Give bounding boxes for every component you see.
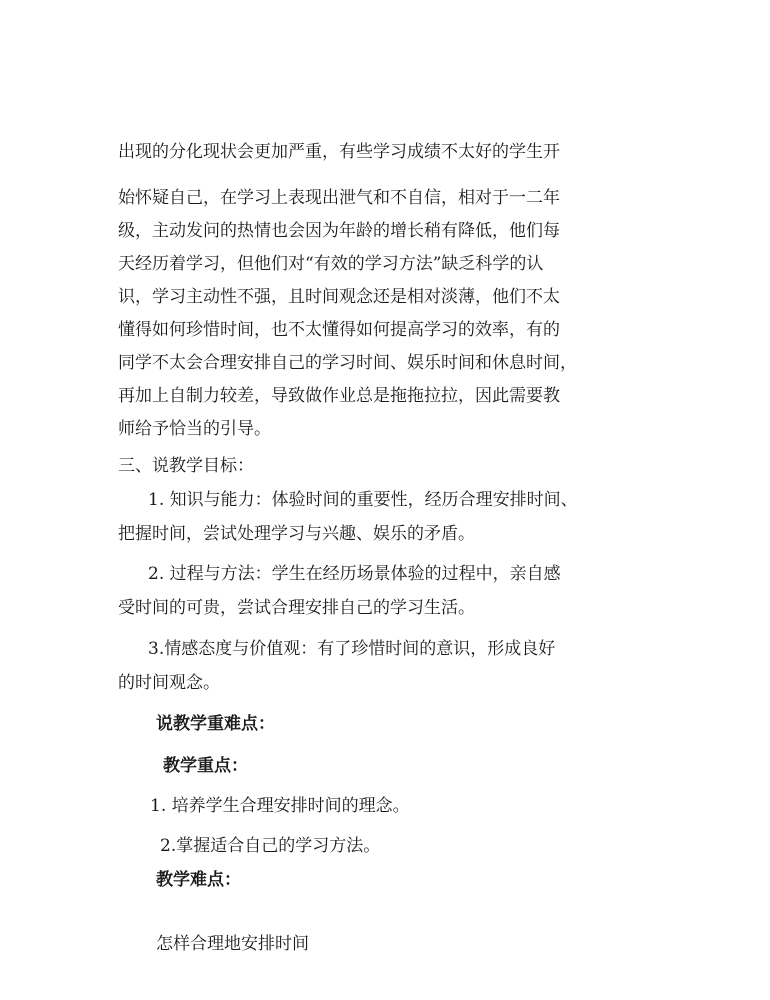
intro-line-9: 师给予恰当的引导。 xyxy=(118,419,271,439)
key-point-2: 2.掌握适合自己的学习方法。 xyxy=(160,836,381,856)
intro-line-5: 识，学习主动性不强，且时间观念还是相对淡薄，他们不太 xyxy=(118,287,560,307)
goal-2-line-2: 受时间的可贵，尝试合理安排自己的学习生活。 xyxy=(118,598,475,618)
difficulty-heading: 教学难点： xyxy=(156,870,241,890)
intro-line-8: 再加上自制力较差，导致做作业总是拖拖拉拉，因此需要教 xyxy=(118,386,560,406)
key-points-heading: 教学重点： xyxy=(163,756,248,776)
intro-line-1: 出现的分化现状会更加严重，有些学习成绩不太好的学生开 xyxy=(118,142,560,162)
intro-line-7: 同学不太会合理安排自己的学习时间、娱乐时间和休息时间， xyxy=(118,353,577,373)
section-goals-heading: 三、说教学目标： xyxy=(118,456,254,476)
intro-line-4: 天经历着学习，但他们对“有效的学习方法”缺乏科学的认 xyxy=(118,254,544,274)
goal-1-line-2: 把握时间，尝试处理学习与兴趣、娱乐的矛盾。 xyxy=(118,524,475,544)
goal-3-line-2: 的时间观念。 xyxy=(118,673,220,693)
section-keypoints-heading: 说教学重难点： xyxy=(156,714,275,734)
goal-1-line-1: 1. 知识与能力：体验时间的重要性，经历合理安排时间、 xyxy=(148,490,578,510)
intro-line-2: 始怀疑自己，在学习上表现出泄气和不自信，相对于一二年 xyxy=(118,188,560,208)
intro-line-3: 级，主动发问的热情也会因为年龄的增长稍有降低，他们每 xyxy=(118,221,560,241)
intro-line-6: 懂得如何珍惜时间，也不太懂得如何提高学习的效率，有的 xyxy=(118,320,560,340)
key-point-1: 1. 培养学生合理安排时间的理念。 xyxy=(150,796,410,816)
difficulty-point-1: 怎样合理地安排时间 xyxy=(156,934,309,954)
goal-2-line-1: 2. 过程与方法：学生在经历场景体验的过程中，亲自感 xyxy=(148,564,561,584)
goal-3-line-1: 3.情感态度与价值观：有了珍惜时间的意识，形成良好 xyxy=(148,639,556,659)
